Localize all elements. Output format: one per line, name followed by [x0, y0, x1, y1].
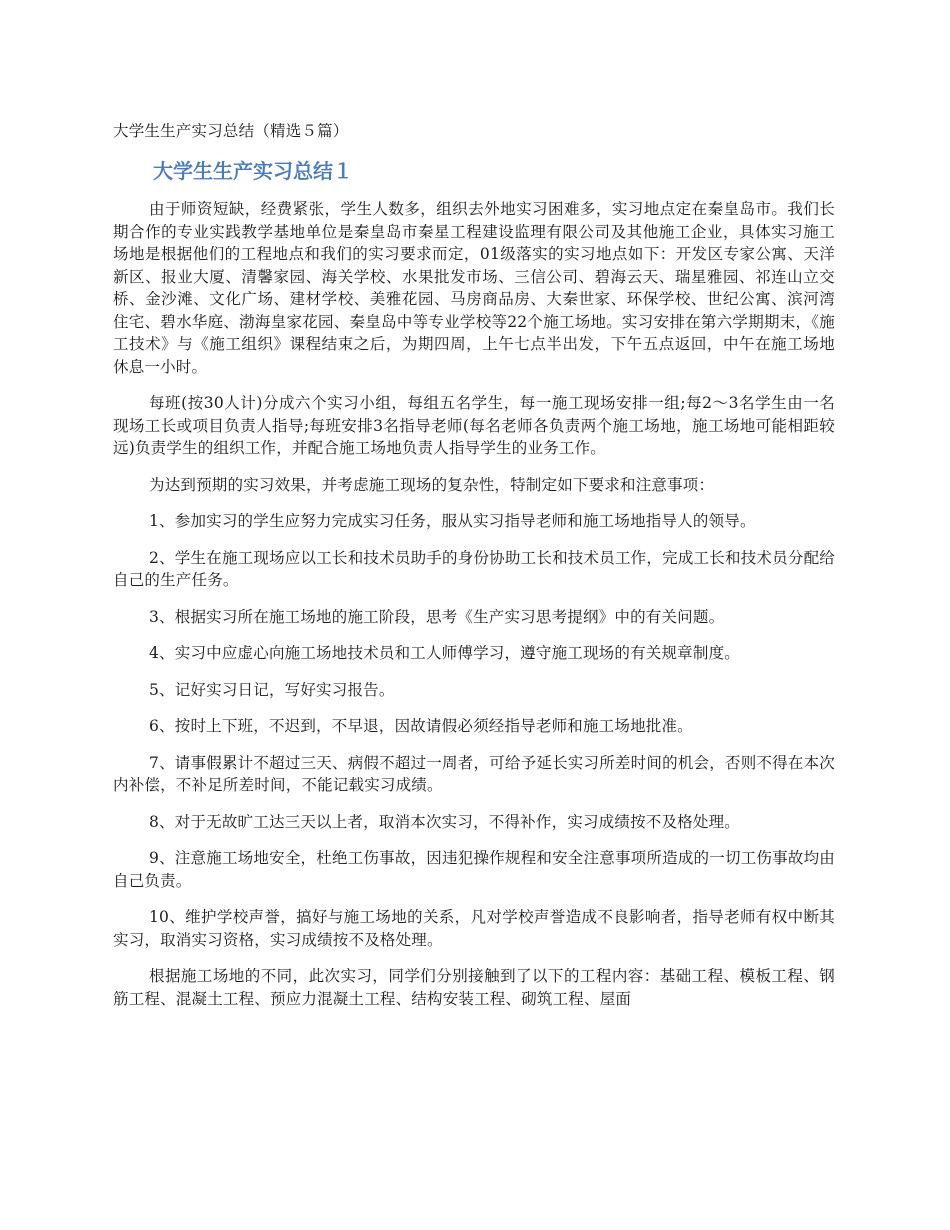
paragraph-requirements-intro: 为达到预期的实习效果，并考虑施工现场的复杂性，特制定如下要求和注意事项： — [149, 475, 715, 494]
requirement-item-2: 2、学生在施工现场应以工长和技术员助手的身份协助工长和技术员工作，完成工长和技术员分配给自己的生产任务。 — [113, 548, 835, 589]
paragraph-work-content: 根据施工场地的不同，此次实习，同学们分别接触到了以下的工程内容：基础工程、模板工程、钢筋工程、混凝土工程、预应力混凝土工程、结构安装工程、砌筑工程、屋面 — [113, 967, 835, 1008]
paragraph-grouping: 每班(按30人计)分成六个实习小组，每组五名学生，每一施工现场安排一组;每2～3名学生由一名现场工长或项目负责人指导;每班安排3名指导老师(每名老师各负责两个施工场地，施工场地可能相距较远)负责学生的组织工作，并配合施工场地负责人指导学生的业务工作。 — [113, 394, 835, 457]
paragraph-intro: 由于师资短缺，经费紧张，学生人数多，组织去外地实习困难多，实习地点定在秦皇岛市。我们长期合作的专业实践教学基地单位是秦皇岛市秦星工程建设监理有限公司及其他施工企业，具体实习施工场地是根据他们的工程地点和我们的实习要求而定，01级落实的实习地点如下：开发区专家公寓、天洋新区、报业大厦、清馨家园、海关学校、水果批发市场、三信公司、碧海云天、瑞星雅园、祁连山立交桥、金沙滩、文化广场、建材学校、美雅花园、马房商品房、大秦世家、环保学校、世纪公寓、滨河湾住宅、碧水华庭、渤海皇家花园、秦皇岛中等专业学校等22个施工场地。实习安排在第六学期期末，《施工技术》与《施工组织》课程结束之后，为期四周，上午七点半出发，下午五点返回，中午在施工场地休息一小时。 — [113, 200, 835, 376]
requirement-item-5: 5、记好实习日记，写好实习报告。 — [149, 680, 395, 699]
requirement-item-9: 9、注意施工场地安全，杜绝工伤事故，因违犯操作规程和安全注意事项所造成的一切工伤事故均由自己负责。 — [113, 849, 835, 890]
document-page — [113, 120, 835, 1024]
requirement-item-3: 3、根据实习所在施工场地的施工阶段，思考《生产实习思考提纲》中的有关问题。 — [149, 607, 725, 626]
section-heading: 大学生生产实习总结１ — [153, 159, 353, 183]
requirement-item-6: 6、按时上下班，不迟到，不早退，因故请假必须经指导老师和施工场地批准。 — [149, 717, 693, 735]
requirement-item-8: 8、对于无故旷工达三天以上者，取消本次实习，不得补作，实习成绩按不及格处理。 — [149, 812, 740, 831]
requirement-item-7: 7、请事假累计不超过三天、病假不超过一周者，可给予延长实习所差时间的机会，否则不得在本次内补偿，不补足所差时间，不能记载实习成绩。 — [113, 753, 835, 794]
requirement-item-10: 10、维护学校声誉，搞好与施工场地的关系，凡对学校声誉造成不良影响者，指导老师有权中断其实习，取消实习资格，实习成绩按不及格处理。 — [113, 908, 835, 949]
requirement-item-1: 1、参加实习的学生应努力完成实习任务，服从实习指导老师和施工场地指导人的领导。 — [149, 512, 756, 530]
requirement-item-4: 4、实习中应虚心向施工场地技术员和工人师傅学习，遵守施工现场的有关规章制度。 — [149, 644, 740, 662]
document-title: 大学生生产实习总结（精选５篇） — [113, 122, 349, 140]
